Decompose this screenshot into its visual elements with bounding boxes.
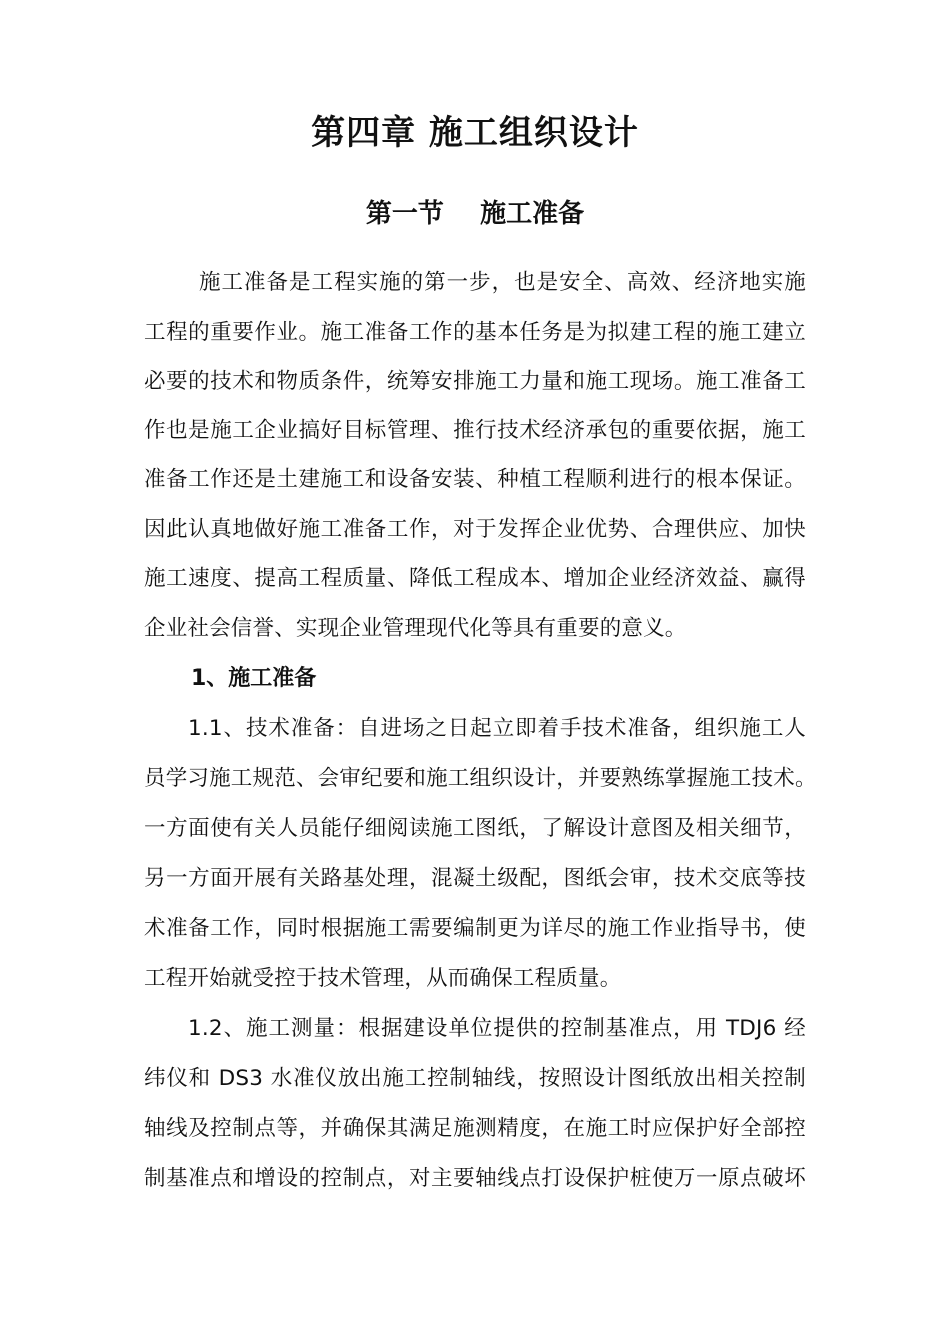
intro-line: 作也是施工企业搞好目标管理、推行技术经济承包的重要依据，施工 <box>144 418 806 443</box>
intro-line: 准备工作还是土建施工和设备安装、种植工程顺利进行的根本保证。 <box>144 467 806 492</box>
heading-construction-prep: 1、施工准备 <box>191 666 317 691</box>
intro-line: 施工准备是工程实施的第一步，也是安全、高效、经济地实施 <box>199 270 806 295</box>
para-1-1-line: 术准备工作，同时根据施工需要编制更为详尽的施工作业指导书，使 <box>144 916 806 941</box>
intro-line: 必要的技术和物质条件，统筹安排施工力量和施工现场。施工准备工 <box>144 369 806 394</box>
para-1-2-line: 制基准点和增设的控制点，对主要轴线点打设保护桩使万一原点破坏 <box>144 1166 806 1191</box>
para-1-1-line: 1.1、技术准备：自进场之日起立即着手技术准备，组织施工人 <box>188 716 806 741</box>
para-1-1-line: 另一方面开展有关路基处理，混凝土级配，图纸会审，技术交底等技 <box>144 866 806 891</box>
para-1-1-line: 一方面使有关人员能仔细阅读施工图纸，了解设计意图及相关细节， <box>144 816 806 841</box>
para-1-2-line: 1.2、施工测量：根据建设单位提供的控制基准点，用 TDJ6 经 <box>188 1016 806 1041</box>
section-title: 第一节 施工准备 <box>365 199 585 229</box>
para-1-1-line: 工程开始就受控于技术管理，从而确保工程质量。 <box>144 966 622 991</box>
para-1-2-line: 轴线及控制点等，并确保其满足施测精度，在施工时应保护好全部控 <box>144 1116 806 1141</box>
intro-line: 企业社会信誉、实现企业管理现代化等具有重要的意义。 <box>144 616 687 641</box>
chapter-title: 第四章 施工组织设计 <box>311 113 639 153</box>
para-1-2-line: 纬仪和 DS3 水准仪放出施工控制轴线，按照设计图纸放出相关控制 <box>144 1066 806 1091</box>
para-1-1-line: 员学习施工规范、会审纪要和施工组织设计，并要熟练掌握施工技术。 <box>144 766 817 791</box>
intro-line: 工程的重要作业。施工准备工作的基本任务是为拟建工程的施工建立 <box>144 320 806 345</box>
intro-line: 因此认真地做好施工准备工作，对于发挥企业优势、合理供应、加快 <box>144 517 806 542</box>
intro-line: 施工速度、提高工程质量、降低工程成本、增加企业经济效益、赢得 <box>144 566 806 591</box>
